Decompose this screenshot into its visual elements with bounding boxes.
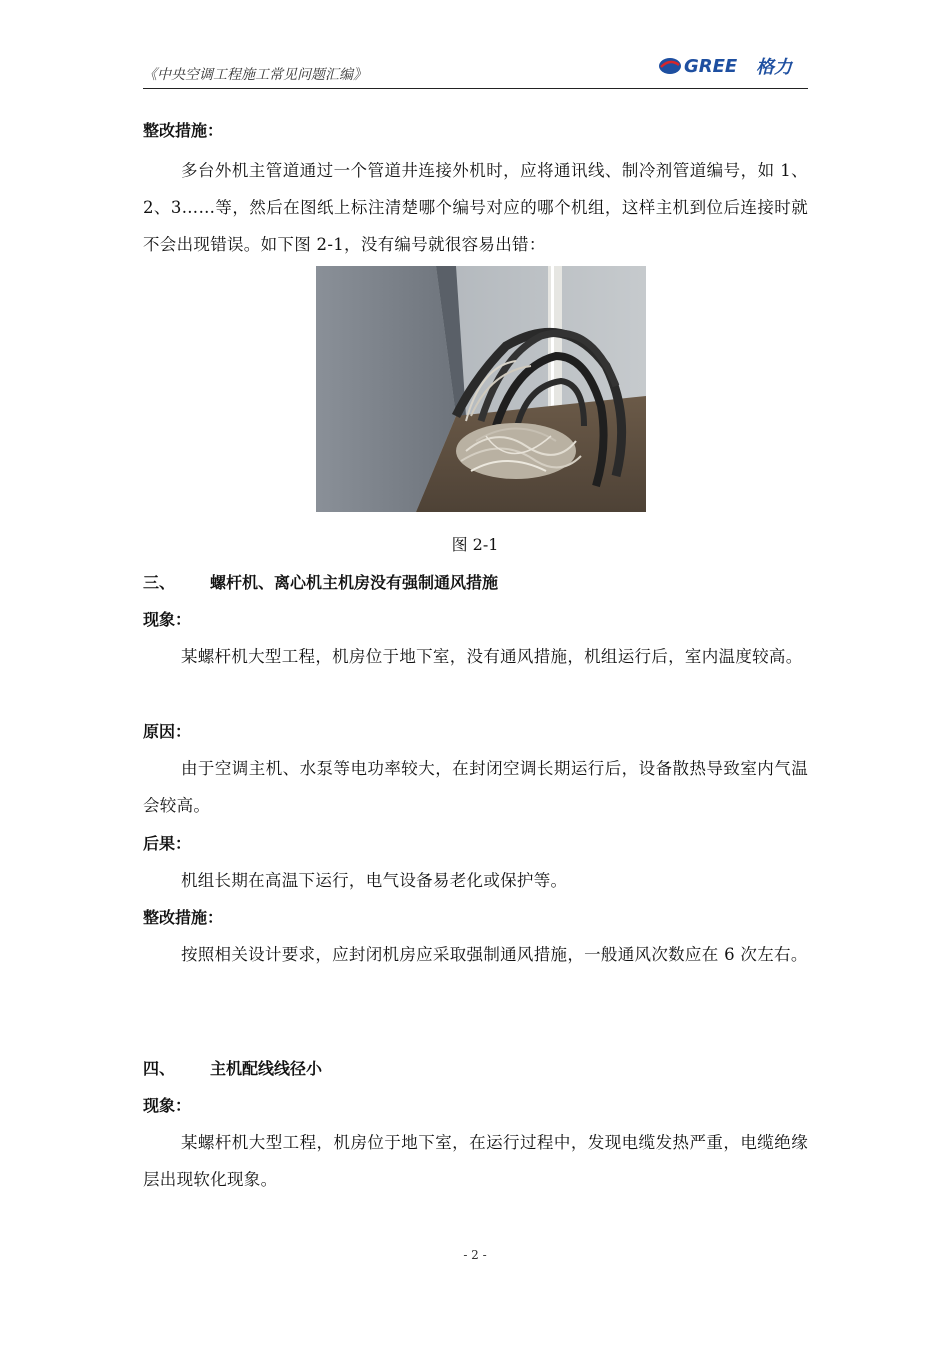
section-title: 主机配线线径小 <box>210 1059 323 1078</box>
section-4-heading <box>143 1056 808 1082</box>
figure-cables-photo <box>316 266 646 512</box>
phenomenon-heading: 现象： <box>143 610 192 629</box>
paragraph: 按照相关设计要求，应封闭机房应采取强制通风措施，一般通风次数应在 6 次左右。 <box>180 945 808 964</box>
phenomenon-text-3 <box>143 638 808 675</box>
svg-text:GREE: GREE <box>684 56 738 77</box>
document-title: 《中央空调工程施工常见问题汇编》 <box>143 67 367 83</box>
fix-text-3 <box>143 936 808 973</box>
phenomenon-heading-3 <box>143 607 808 633</box>
cause-text-3 <box>143 750 808 824</box>
paragraph: 多台外机主管道通过一个管道井连接外机时，应将通讯线、制冷剂管道编号，如 1、2、3……等，然后在图纸上标注清楚哪个编号对应的哪个机组，这样主机到位后连接时就不会出现错误。如下图 2-1，没有编号就很容易出错： <box>143 161 808 254</box>
paragraph: 某螺杆机大型工程，机房位于地下室，没有通风措施，机组运行后，室内温度较高。 <box>180 647 803 666</box>
paragraph: 某螺杆机大型工程，机房位于地下室，在运行过程中，发现电缆发热严重，电缆绝缘层出现软化现象。 <box>143 1133 808 1189</box>
fix-heading-3 <box>143 905 808 931</box>
fix-paragraph-1 <box>143 152 808 263</box>
consequence-text-3 <box>143 862 808 899</box>
cause-heading: 原因： <box>143 722 192 741</box>
paragraph: 由于空调主机、水泵等电功率较大，在封闭空调长期运行后，设备散热导致室内气温会较高。 <box>143 759 808 815</box>
cause-heading-3 <box>143 719 808 745</box>
page-header <box>143 52 808 89</box>
phenomenon-heading: 现象： <box>143 1096 192 1115</box>
cable-photo-illustration <box>316 266 646 512</box>
page-number: - 2 - <box>463 1248 487 1262</box>
section-title: 螺杆机、离心机主机房没有强制通风措施 <box>210 573 499 592</box>
fix-heading: 整改措施： <box>143 121 224 140</box>
phenomenon-heading-4 <box>143 1093 808 1119</box>
section-3-heading <box>143 570 808 596</box>
section-number: 四、 <box>143 1059 176 1078</box>
consequence-heading: 后果： <box>143 834 192 853</box>
section-number: 三、 <box>143 573 176 592</box>
phenomenon-text-4 <box>143 1124 808 1198</box>
fix-heading: 整改措施： <box>143 908 224 927</box>
svg-text:格力: 格力 <box>756 57 792 78</box>
gree-logo <box>658 54 806 78</box>
consequence-heading-3 <box>143 831 808 857</box>
figure-caption: 图 2-1 <box>451 535 499 554</box>
paragraph: 机组长期在高温下运行，电气设备易老化或保护等。 <box>180 871 568 890</box>
fix-block-1 <box>143 118 808 144</box>
